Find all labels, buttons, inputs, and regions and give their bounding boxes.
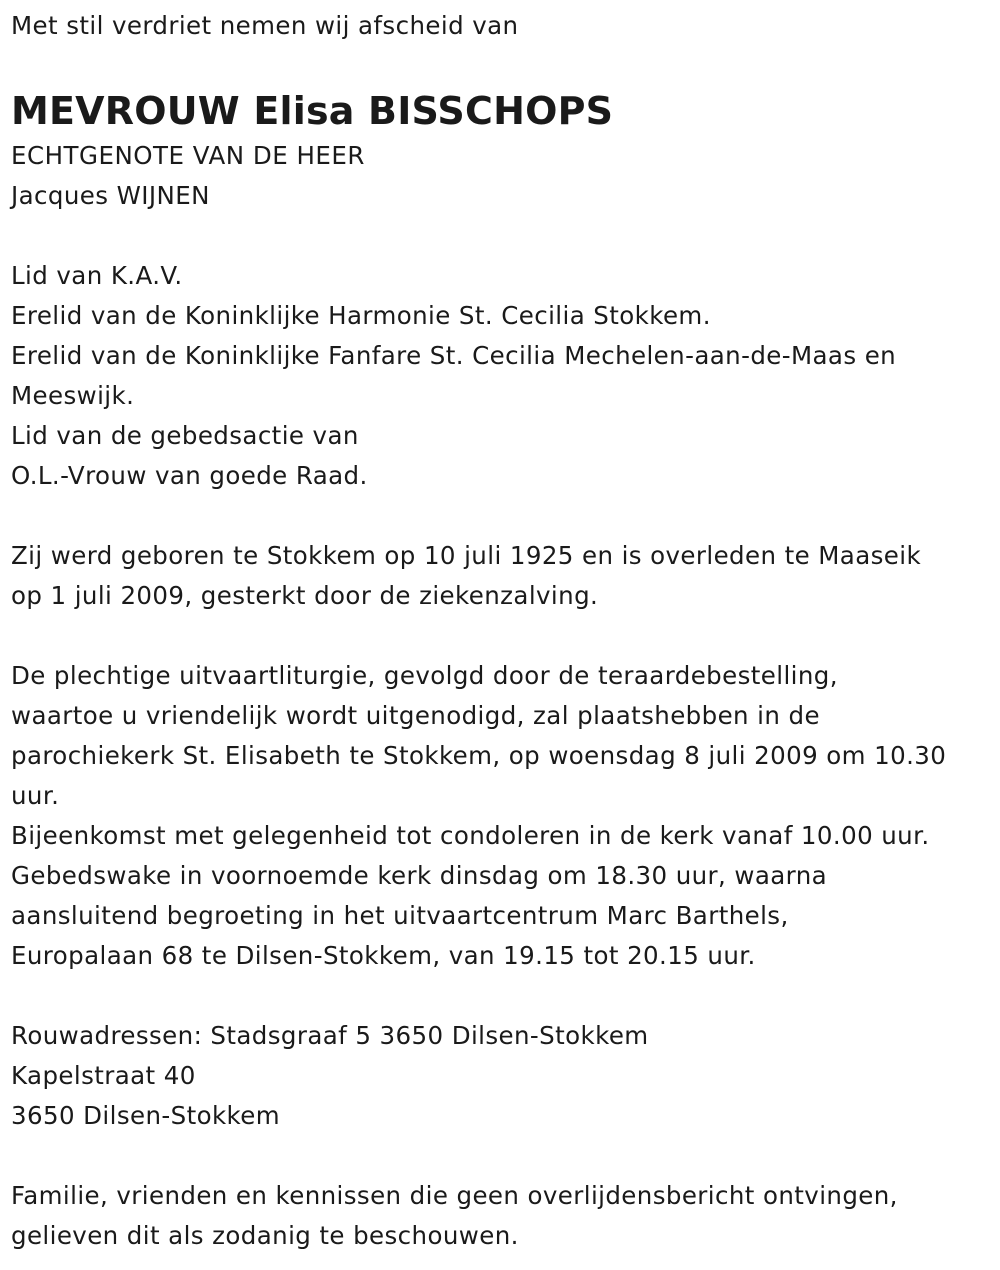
address-line: Rouwadressen: Stadsgraaf 5 3650 Dilsen-Stokkem <box>11 1021 649 1050</box>
funeral-line: waartoe u vriendelijk wordt uitgenodigd, zal plaatshebben in de <box>11 701 820 730</box>
membership-line: Lid van K.A.V. <box>11 261 183 290</box>
birth-death-section <box>11 536 990 616</box>
spacer <box>11 616 990 656</box>
spacer <box>11 1136 990 1176</box>
deceased-name: MEVROUW Elisa BISSCHOPS <box>11 89 614 133</box>
spacer <box>11 496 990 536</box>
intro-text: Met stil verdriet nemen wij afscheid van <box>11 11 519 40</box>
address-line: Kapelstraat 40 <box>11 1061 196 1090</box>
closing-line: Familie, vrienden en kennissen die geen overlijdensbericht ontvingen, <box>11 1181 898 1210</box>
funeral-line: Europalaan 68 te Dilsen-Stokkem, van 19.15 tot 20.15 uur. <box>11 941 756 970</box>
membership-line: Lid van de gebedsactie van <box>11 421 359 450</box>
spouse-name: Jacques WIJNEN <box>11 181 210 210</box>
funeral-line: parochiekerk St. Elisabeth te Stokkem, op woensdag 8 juli 2009 om 10.30 <box>11 741 947 770</box>
funeral-line: aansluitend begroeting in het uitvaartcentrum Marc Barthels, <box>11 901 789 930</box>
spouse-label: ECHTGENOTE VAN DE HEER <box>11 141 365 170</box>
funeral-line: De plechtige uitvaartliturgie, gevolgd door de teraardebestelling, <box>11 661 838 690</box>
membership-line: Erelid van de Koninklijke Harmonie St. Cecilia Stokkem. <box>11 301 711 330</box>
birth-death-line: Zij werd geboren te Stokkem op 10 juli 1925 en is overleden te Maaseik <box>11 541 922 570</box>
spacer <box>11 976 990 1016</box>
spacer <box>11 216 990 256</box>
membership-line: Meeswijk. <box>11 381 135 410</box>
addresses-section <box>11 1016 990 1136</box>
birth-death-line: op 1 juli 2009, gesterkt door de ziekenzalving. <box>11 581 599 610</box>
funeral-line: uur. <box>11 781 60 810</box>
funeral-section <box>11 656 990 976</box>
funeral-line: Gebedswake in voornoemde kerk dinsdag om 18.30 uur, waarna <box>11 861 828 890</box>
membership-line: O.L.-Vrouw van goede Raad. <box>11 461 368 490</box>
memberships-section <box>11 256 990 496</box>
closing-section <box>11 1176 990 1256</box>
address-line: 3650 Dilsen-Stokkem <box>11 1101 281 1130</box>
membership-line: Erelid van de Koninklijke Fanfare St. Cecilia Mechelen-aan-de-Maas en <box>11 341 897 370</box>
closing-line: gelieven dit als zodanig te beschouwen. <box>11 1221 519 1250</box>
funeral-line: Bijeenkomst met gelegenheid tot condoleren in de kerk vanaf 10.00 uur. <box>11 821 930 850</box>
